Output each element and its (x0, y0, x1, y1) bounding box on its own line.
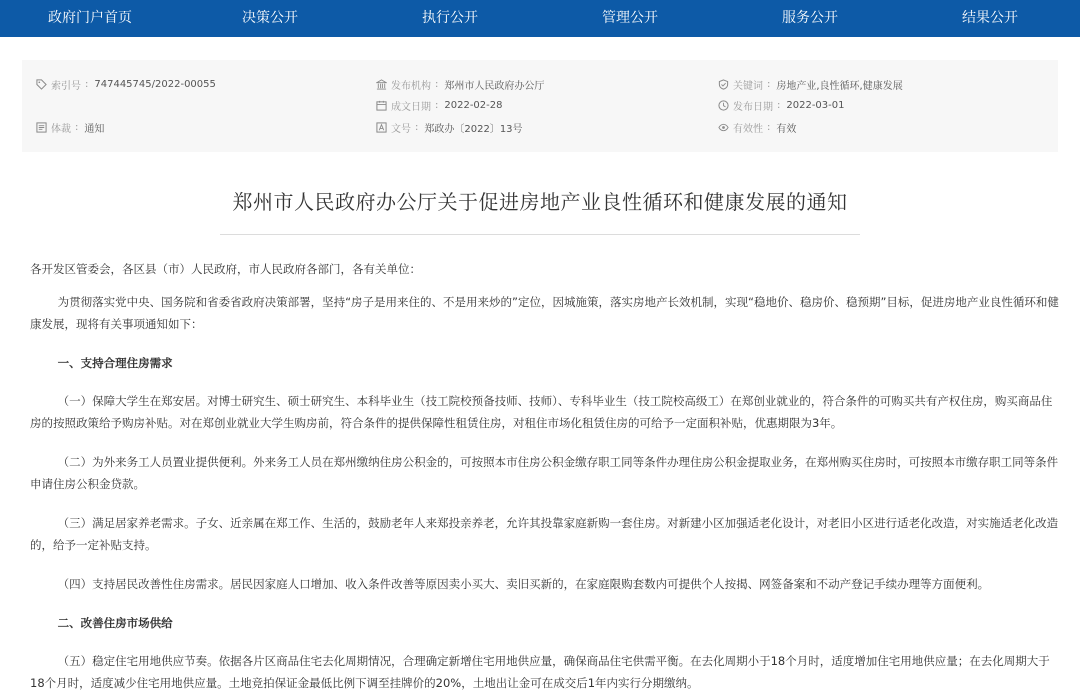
eye-check-icon (718, 122, 729, 133)
meta-written-date (376, 98, 503, 113)
meta-doc-no (376, 120, 523, 135)
meta-publish-date (718, 98, 845, 113)
paragraph-4: （四）支持居民改善性住房需求。居民因家庭人口增加、收入条件改善等原因卖小买大、卖旧买新的，在家庭限购套数内可提供个人按揭、网签备案和不动产登记手续办理等方面便利。 (57, 577, 990, 591)
nav-management-disclosure[interactable]: 管理公开 (602, 10, 658, 26)
meta-genre-value: 通知 (84, 124, 105, 135)
section-heading-2: 二、改善住房市场供给 (57, 616, 173, 630)
meta-genre (36, 120, 104, 135)
meta-publish-date-value: 2022-03-01 (786, 100, 845, 111)
meta-index-no-label: 索引号 (51, 81, 81, 92)
document-body (30, 258, 1060, 694)
nav-result-disclosure[interactable]: 结果公开 (962, 10, 1018, 26)
meta-keywords (718, 77, 903, 92)
meta-separator: : (767, 79, 771, 90)
meta-publish-date-label: 发布日期 (733, 102, 773, 113)
meta-issuer (376, 77, 544, 92)
nav-service-disclosure[interactable]: 服务公开 (782, 10, 838, 26)
meta-validity-label: 有效性 (733, 124, 763, 135)
paragraph-2: （二）为外来务工人员置业提供便利。外来务工人员在郑州缴纳住房公积金的，可按照本市住房公积金缴存职工同等条件办理住房公积金提取业务，在郑州购买住房时，可按照本市缴存职工同等条件申请住房公积金贷款。 (30, 455, 1059, 491)
meta-separator: : (85, 79, 89, 90)
meta-index-no-value: 747445745/2022-00055 (94, 79, 216, 90)
meta-separator: : (75, 122, 79, 133)
shield-check-icon (718, 79, 729, 90)
paragraph-3: （三）满足居家养老需求。子女、近亲属在郑工作、生活的，鼓励老年人来郑投亲养老，允许其投靠家庭新购一套住房。对新建小区加强适老化设计，对老旧小区进行适老化改造，对实施适老化改造的，给予一定补贴支持。 (30, 516, 1059, 552)
document-meta-panel (22, 60, 1058, 152)
nav-execution-disclosure[interactable]: 执行公开 (422, 10, 478, 26)
document-list-icon (36, 122, 47, 133)
meta-keywords-value: 房地产业,良性循环,健康发展 (776, 81, 903, 92)
meta-written-date-label: 成文日期 (391, 102, 431, 113)
paragraph-1: （一）保障大学生在郑安居。对博士研究生、硕士研究生、本科毕业生（技工院校预备技师、技师）、专科毕业生（技工院校高级工）在郑创业就业的，符合条件的可购买共有产权住房，购买商品住房的按照政策给予购房补贴。对在郑创业就业大学生购房前，符合条件的提供保障性租赁住房，对租住市场化租赁住房的可给予一定面积补贴，优惠期限为3年。 (30, 394, 1053, 430)
document-title: 郑州市人民政府办公厅关于促进房地产业良性循环和健康发展的通知 (232, 190, 848, 214)
meta-separator: : (767, 122, 771, 133)
document-number-icon (376, 122, 387, 133)
meta-keywords-label: 关键词 (733, 81, 763, 92)
meta-separator: : (435, 79, 439, 90)
clock-icon (718, 100, 729, 111)
intro-paragraph: 为贯彻落实党中央、国务院和省委省政府决策部署，坚持“房子是用来住的、不是用来炒的”定位，因城施策，落实房地产长效机制，实现“稳地价、稳房价、稳预期”目标，促进房地产业良性循环和健康发展，现将有关事项通知如下： (30, 295, 1059, 331)
salutation: 各开发区管委会，各区县（市）人民政府，市人民政府各部门，各有关单位： (30, 262, 421, 276)
meta-issuer-label: 发布机构 (391, 81, 431, 92)
meta-separator: : (435, 100, 439, 111)
top-navigation (0, 0, 1080, 37)
meta-index-no (36, 77, 216, 92)
meta-doc-no-label: 文号 (391, 124, 411, 135)
meta-written-date-value: 2022-02-28 (444, 100, 503, 111)
meta-doc-no-value: 郑政办〔2022〕13号 (424, 124, 523, 135)
meta-separator: : (415, 122, 419, 133)
meta-genre-label: 体裁 (51, 124, 71, 135)
calendar-icon (376, 100, 387, 111)
paragraph-5: （五）稳定住宅用地供应节奏。依据各片区商品住宅去化周期情况，合理确定新增住宅用地供应量，确保商品住宅供需平衡。在去化周期小于18个月时，适度增加住宅用地供应量；在去化周期大于18个月时，适度减少住宅用地供应量。土地竞拍保证金最低比例下调至挂牌价的20%，土地出让金可在成交后1年内实行分期缴纳。 (30, 654, 1050, 690)
meta-issuer-value: 郑州市人民政府办公厅 (444, 81, 545, 92)
nav-decision-disclosure[interactable]: 决策公开 (242, 10, 298, 26)
meta-validity-value: 有效 (776, 124, 797, 135)
building-icon (376, 79, 387, 90)
title-divider (220, 234, 860, 235)
nav-home[interactable]: 政府门户首页 (48, 10, 132, 26)
tag-icon (36, 79, 47, 90)
meta-validity (718, 120, 796, 135)
section-heading-1: 一、支持合理住房需求 (57, 356, 173, 370)
meta-separator: : (777, 100, 781, 111)
